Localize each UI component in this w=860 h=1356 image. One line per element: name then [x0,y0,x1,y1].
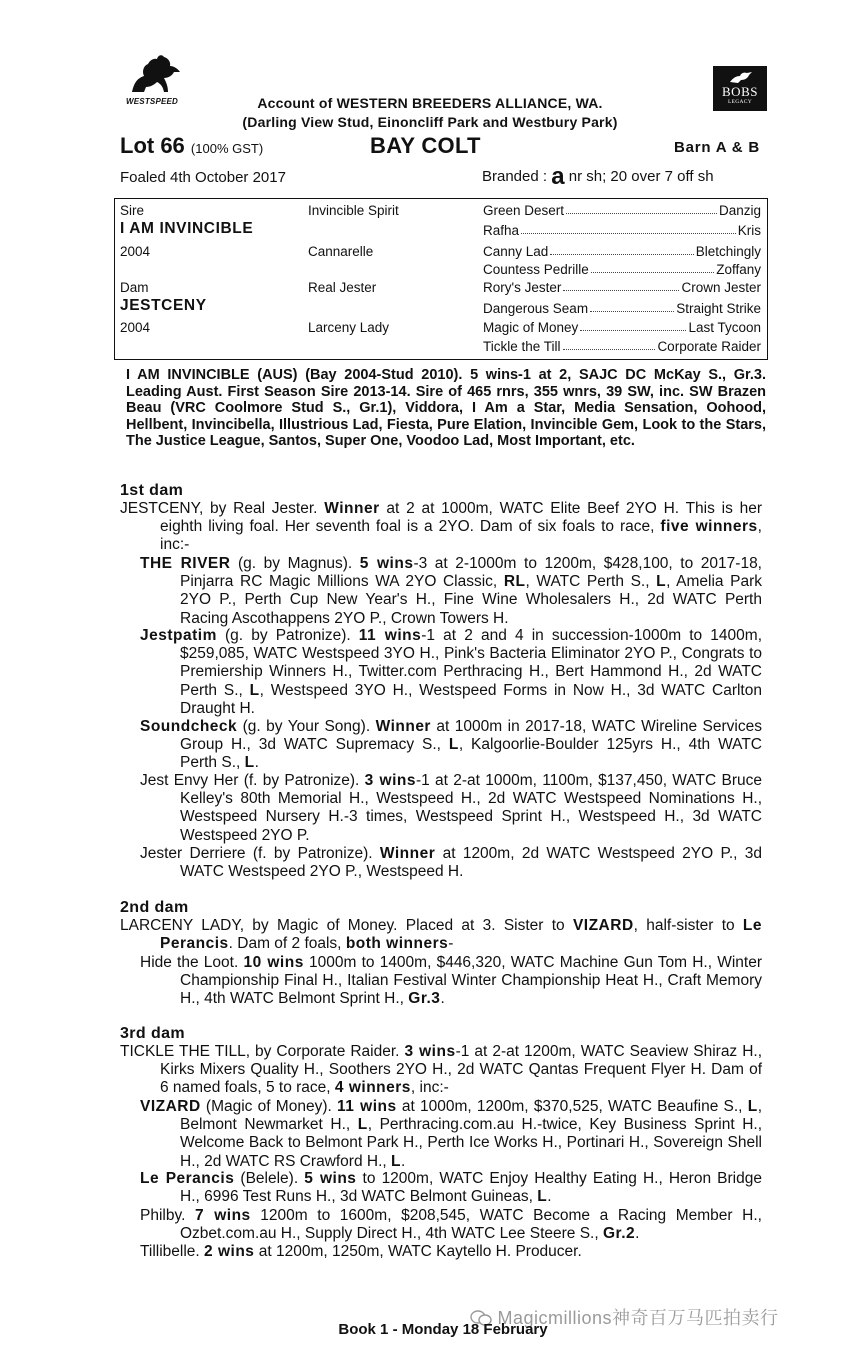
second-dam-heading: 2nd dam [120,899,189,916]
foal-entry: Tillibelle. 2 wins at 1200m, 1250m, WATC Kaytello H. Producer. [140,1243,582,1260]
pedigree-table [114,198,768,360]
pedigree-row: Tickle the Till Corporate Raider [483,339,761,354]
foal-entry: Jester Derriere (f. by Patronize). Winner at 1200m, 2d WATC Westspeed 2YO P., 3d WATC Westspeed 2YO P., Westspeed H. [140,845,763,881]
pedigree-row: Rafha Kris [483,223,761,238]
first-dam-heading: 1st dam [120,482,184,499]
dam-label: Dam [120,280,149,295]
granddam-sire: Cannarelle [308,244,374,259]
first-dam-intro: JESTCENY, by Real Jester. Winner at 2 at 1000m, WATC Elite Beef 2YO H. This is her eighth living foal. Her seventh foal is a 2YO. Dam of six foals to race, five winners, inc:- [120,500,762,554]
horse-description: BAY COLT [370,133,481,158]
bobs-sublabel: LEGACY [727,99,753,105]
watermark-text: Magicmillions神奇百万马匹拍卖行 [497,1308,779,1328]
lot-number [120,133,263,159]
horse-icon [124,52,184,96]
page-footer: Book 1 - Monday 18 February [338,1321,548,1338]
foaled-date: Foaled 4th October 2017 [120,169,286,186]
brand-mark: a [551,163,565,190]
vendor-line: Account of WESTERN BREEDERS ALLIANCE, WA. [257,95,603,111]
third-dam-heading: 3rd dam [120,1025,186,1042]
sire-name: I AM INVINCIBLE [120,220,254,237]
foal-entry: Soundcheck (g. by Your Song). Winner at 1000m in 2017-18, WATC Wireline Services Group H., 3d WATC Supremacy S., L, Kalgoorlie-Boulder 125yrs H., 4th WATC Perth S., L. [140,718,762,772]
grandsire-dam: Real Jester [308,280,377,295]
sire-label: Sire [120,203,145,218]
foal-entry: THE RIVER (g. by Magnus). 5 wins-3 at 2-1000m to 1200m, $428,100, to 2017-18, Pinjarra RC Magic Millions WA 2YO Classic, RL, WATC Perth S., L, Amelia Park 2YO P., Perth Cup New Year's H., Fine Wine Wholesalers H., 2d WATC Perth Racing Ascothappens 2YO P., Crown Towers H. [140,555,763,627]
second-dam-intro: LARCENY LADY, by Magic of Money. Placed at 3. Sister to VIZARD, half-sister to Le Perancis. Dam of 2 foals, both winners- [120,917,762,953]
pedigree-row: Green Desert Danzig [483,203,761,218]
foal-entry: VIZARD (Magic of Money). 11 wins at 1000m, 1200m, $370,525, WATC Beaufine S., L, Belmont Newmarket H., L, Perthracing.com.au H.-twice, Key Business Sprint H., Welcome Back to Belmont Park H., Perth Ice Works H., Portinari H., Sovereign Shell H., 2d WATC RS Crawford H., L. [140,1098,762,1170]
racehorse-icon [729,70,753,84]
granddam-dam: Larceny Lady [308,320,390,335]
foal-entry: Le Perancis (Belele). 5 wins to 1200m, WATC Enjoy Healthy Eating H., Heron Bridge H., 6996 Test Runs H., 3d WATC Belmont Guineas, L. [140,1170,762,1206]
dam-name: JESTCENY [120,297,207,314]
sire-summary: I AM INVINCIBLE (AUS) (Bay 2004-Stud 2010). 5 wins-1 at 2, SAJC DC McKay S., Gr.3. Leading Aust. First Season Sire 2013-14. Sire of 465 rnrs, 355 wnrs, 39 SW, inc. SW Brazen Beau (VRC Coolmore Stud S., Gr.1), Viddora, I Am a Star, Media Sensation, Oohood, Hellbent, Invincibella, Illustrious Lad, Fiesta, Pure Elation, Invincible Gem, Look to the Stars, The Justice League, Santos, Super One, Voodoo Lad, Most Important, etc. [126,367,766,449]
dam-year: 2004 [120,320,151,335]
foal-entry: Jest Envy Her (f. by Patronize). 3 wins-1 at 2-at 1000m, 1100m, $137,450, WATC Bruce Kelley's 80th Memorial H., Westspeed H., 2d WATC Westspeed Nominations H., Westspeed Nursery H.-3 times, Westspeed Sprint H., Westspeed H., 3d WATC Westspeed 2YO P. [140,772,762,844]
bobs-label: BOBS [722,84,758,99]
foal-entry: Jestpatim (g. by Patronize). 11 wins-1 at 2 and 4 in succession-1000m to 1400m, $259,085, WATC Westspeed 3YO H., Pink's Bacteria Eliminator 2YO P., Congrats to Premiership Winners H., Twitter.com Perthracing H., Bert Hammond H., 2d WATC Perth S., L, Westspeed 3YO H., Westspeed Forms in Now H., 3d WATC Carlton Draught H. [140,627,762,717]
gst-note: (100% GST) [190,141,264,156]
pedigree-row: Rory's Jester Crown Jester [483,280,761,295]
pedigree-row: Canny Lad Bletchingly [483,244,761,259]
vendor-studs-line: (Darling View Stud, Einoncliff Park and Westbury Park) [242,114,618,130]
westspeed-label: WESTSPEED [126,97,179,106]
third-dam-intro: TICKLE THE TILL, by Corporate Raider. 3 wins-1 at 2-at 1200m, WATC Seaview Shiraz H., Kirks Mixers Quality H., Soothers 2YO H., 2d WATC Qantas Frequent Flyer H. Dam of 6 named foals, 5 to race, 4 winners, inc:- [120,1043,763,1097]
branding: Branded : a nr sh; 20 over 7 off sh [482,163,714,190]
pedigree-row: Dangerous Seam Straight Strike [483,301,761,316]
sire-year: 2004 [120,244,151,259]
barn-location: Barn A & B [673,139,760,156]
foal-entry: Philby. 7 wins 1200m to 1600m, $208,545, WATC Become a Racing Member H., Ozbet.com.au H., Supply Direct H., 4th WATC Lee Steere S., Gr.2. [140,1207,762,1243]
foal-entry: Hide the Loot. 10 wins 1000m to 1400m, $446,320, WATC Machine Gun Tom H., Winter Championship Final H., Italian Festival Winter Championship Heat H., Craft Memory H., 4th WATC Belmont Sprint H., Gr.3. [140,954,762,1008]
lot-label: Lot 66 [120,133,185,158]
pedigree-row: Magic of Money Last Tycoon [483,320,761,335]
pedigree-row: Countess Pedrille Zoffany [483,262,761,277]
grandsire-sire: Invincible Spirit [308,203,399,218]
